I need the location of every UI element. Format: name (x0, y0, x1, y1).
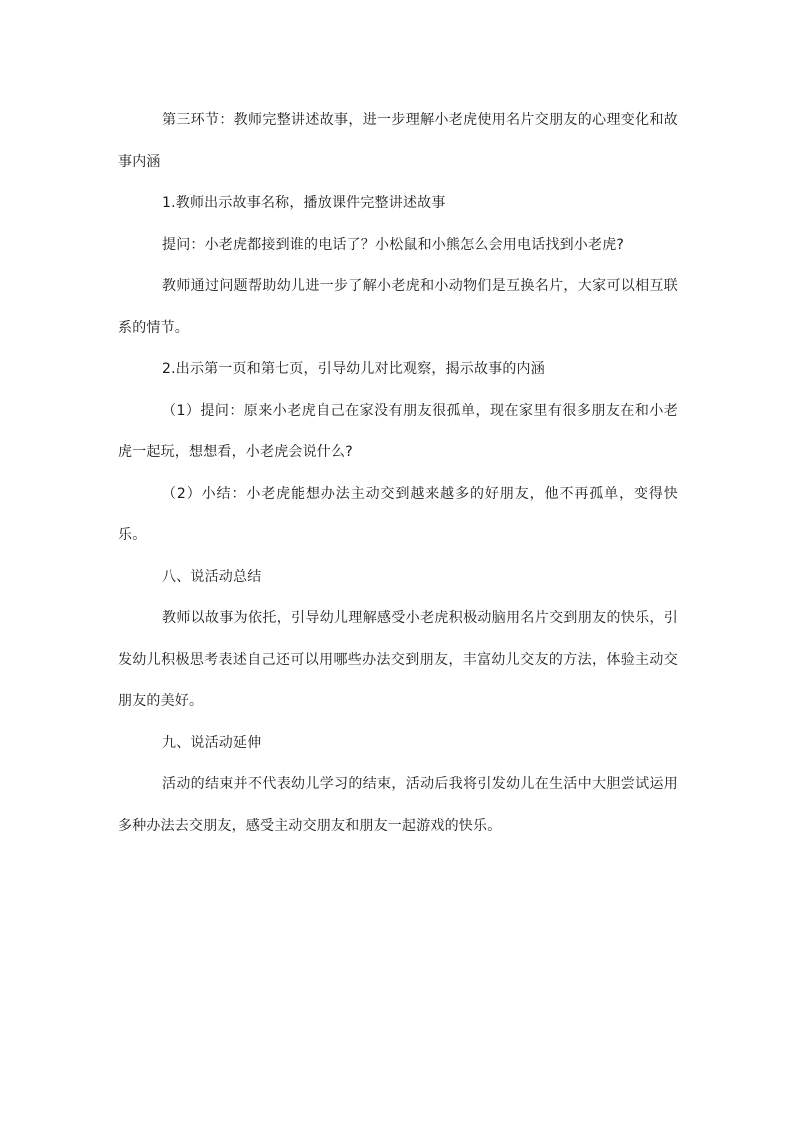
paragraph-question-lonely: （1）提问：原来小老虎自己在家没有朋友很孤单，现在家里有很多朋友在和小老虎一起玩，想想看，小老虎会说什么? (118, 402, 678, 460)
paragraph-summary-happy: （2）小结：小老虎能想办法主动交到越来越多的好朋友，他不再孤单，变得快乐。 (118, 485, 678, 543)
heading-activity-extension: 九、说活动延伸 (162, 734, 262, 751)
paragraph-activity-extension: 活动的结束并不代表幼儿学习的结束，活动后我将引发幼儿在生活中大胆尝试运用多种办法去交朋友，感受主动交朋友和朋友一起游戏的快乐。 (118, 776, 678, 834)
paragraph-teacher-guidance: 教师通过问题帮助幼儿进一步了解小老虎和小动物们是互换名片，大家可以相互联系的情节。 (118, 278, 678, 336)
paragraph-section-three-heading: 第三环节：教师完整讲述故事，进一步理解小老虎使用名片交朋友的心理变化和故事内涵 (118, 112, 678, 170)
paragraph-question-phone: 提问：小老虎都接到谁的电话了？小松鼠和小熊怎么会用电话找到小老虎? (162, 236, 625, 253)
paragraph-activity-summary: 教师以故事为依托，引导幼儿理解感受小老虎积极动脑用名片交到朋友的快乐，引发幼儿积极思考表述自己还可以用哪些办法交到朋友，丰富幼儿交友的方法，体验主动交朋友的美好。 (118, 610, 678, 709)
paragraph-step-one: 1.教师出示故事名称，播放课件完整讲述故事 (162, 195, 446, 211)
document-body (118, 100, 678, 847)
paragraph-step-two: 2.出示第一页和第七页，引导幼儿对比观察，揭示故事的内涵 (162, 361, 545, 377)
heading-activity-summary: 八、说活动总结 (162, 568, 262, 585)
